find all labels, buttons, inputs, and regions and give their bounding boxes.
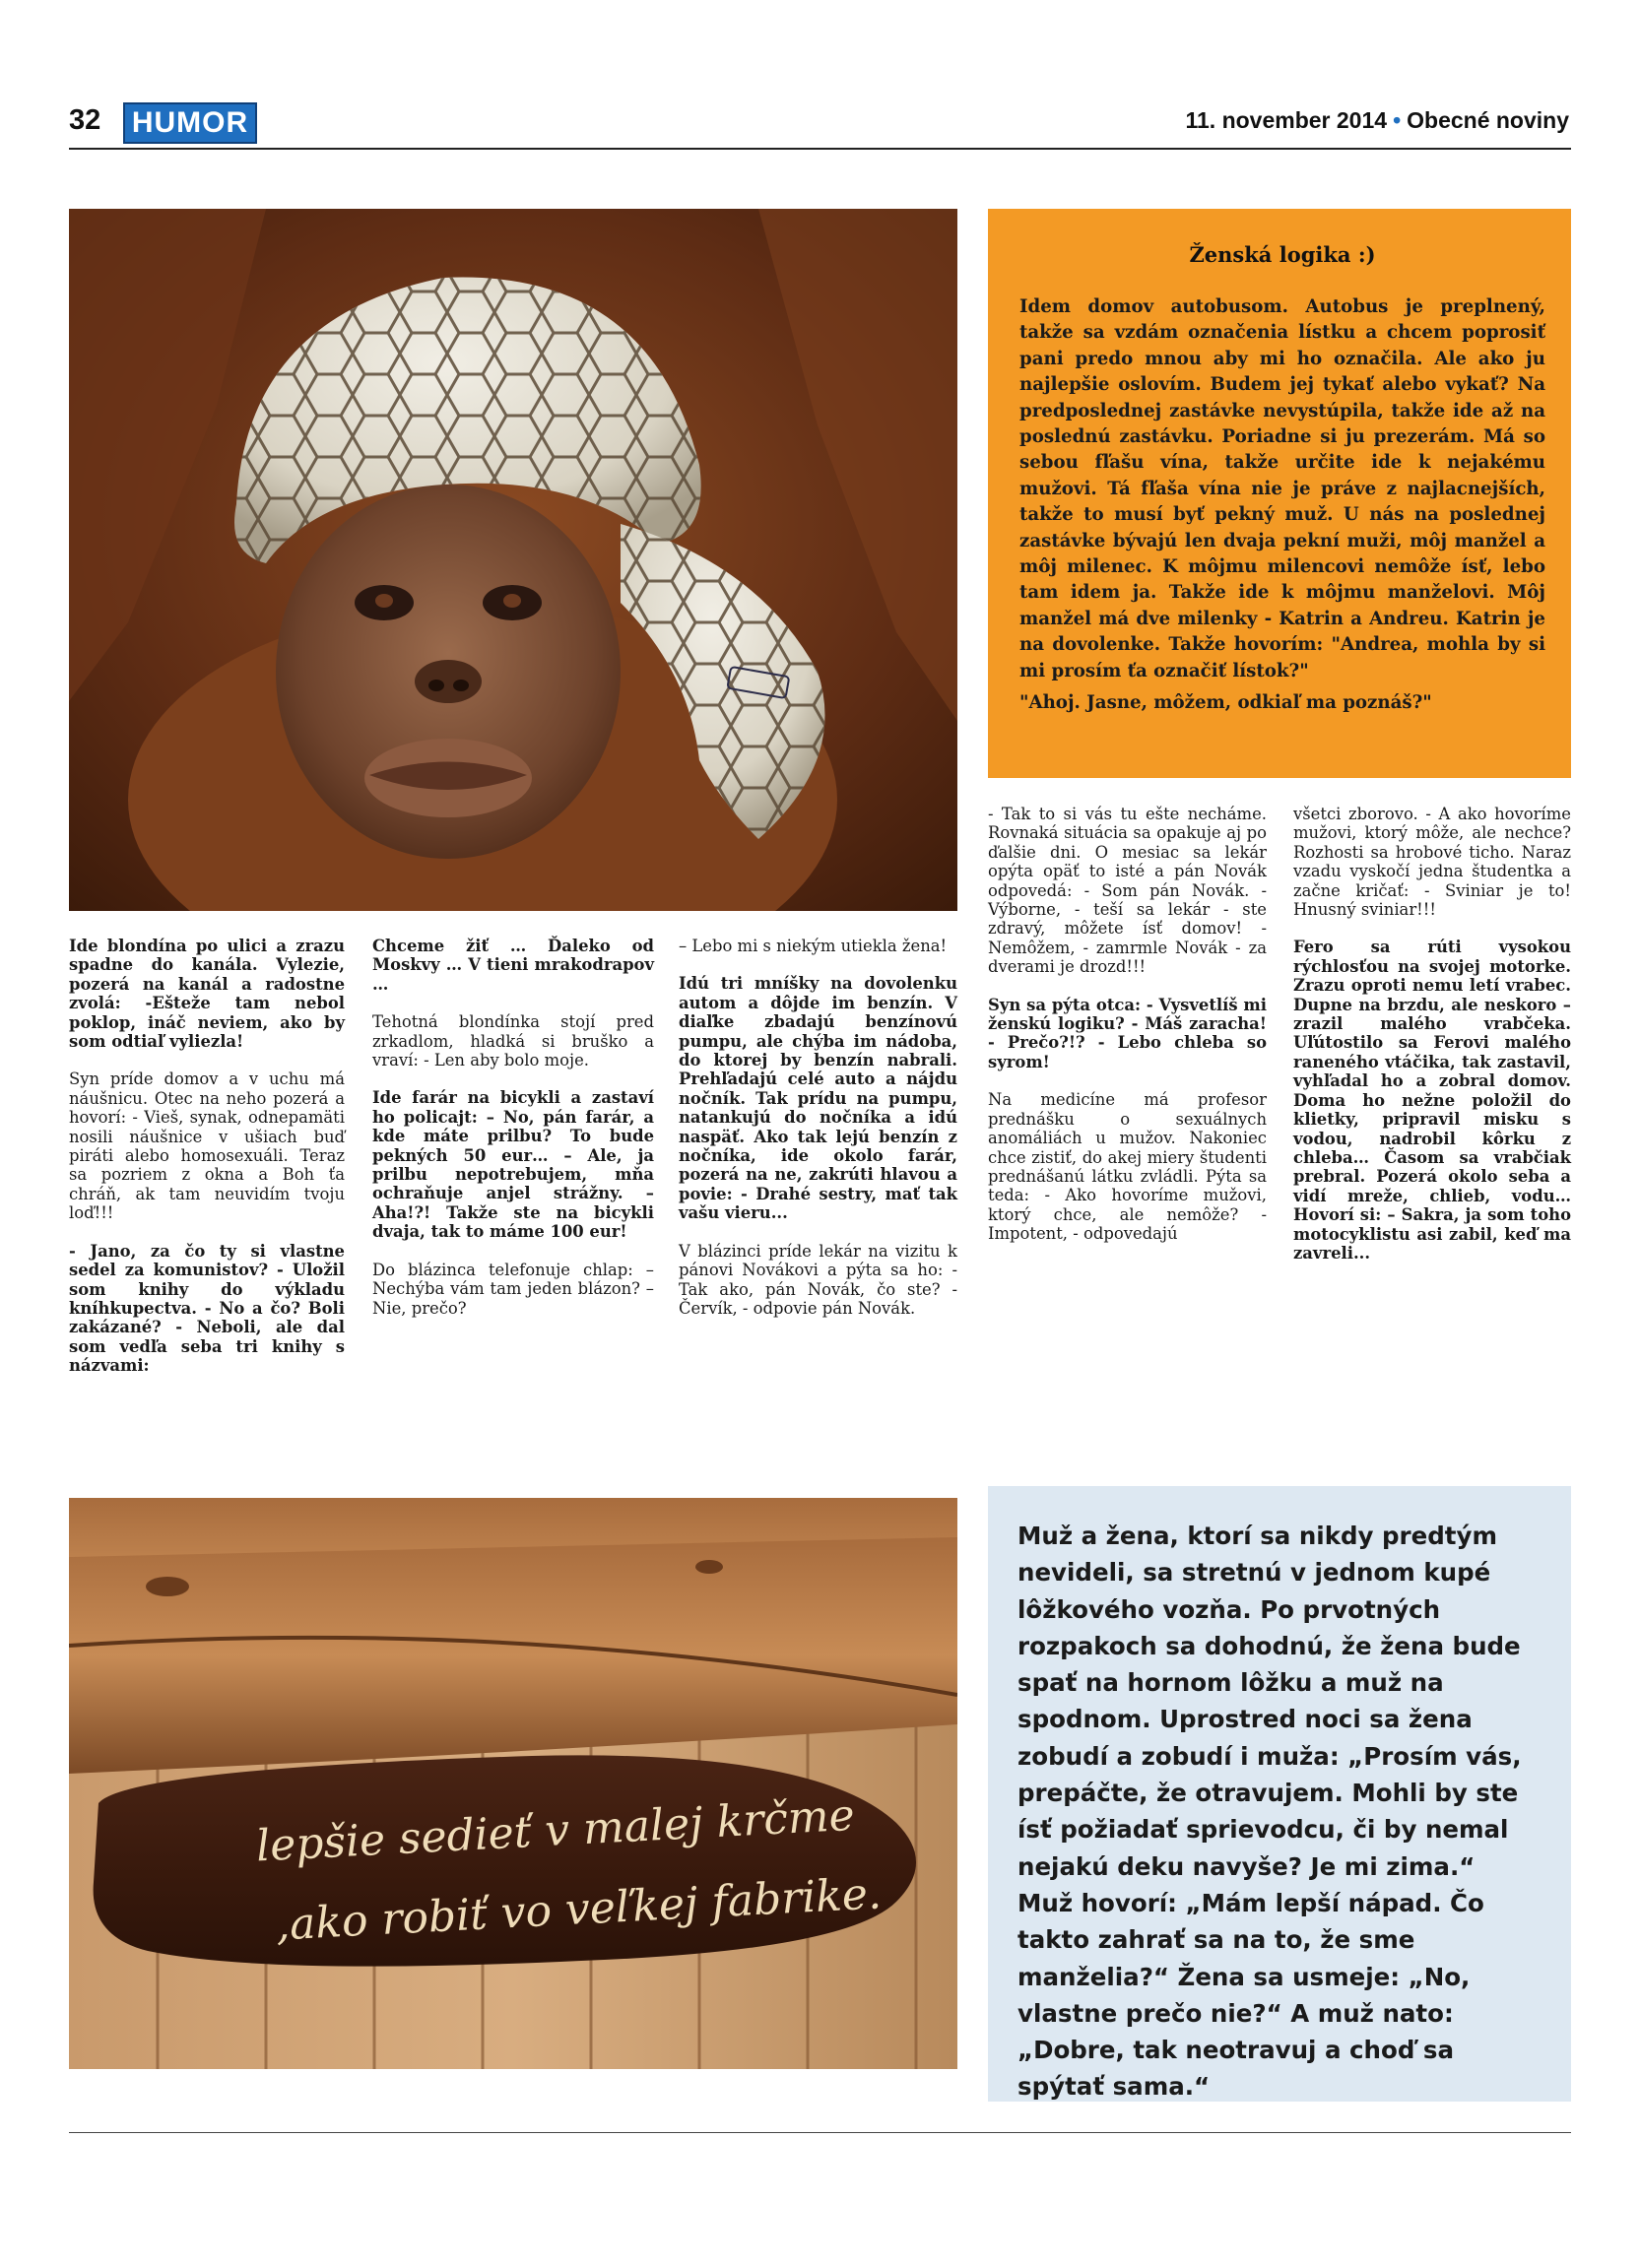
- sign-text-line-2: ,ako robiť vo veľkej fabrike.: [274, 1868, 884, 1951]
- joke-bookshop: - Jano, za čo ty si vlastne sedel za komunistov? - Uložil som knihy do výkladu kníhkupectva. - No a čo? Boli zakázané? - Neboli, ale dal som vedľa seba tri knihy s názvami:: [69, 1241, 345, 1376]
- issue-date: 11. november 2014: [1185, 107, 1388, 133]
- joke-earring: Syn príde domov a v uchu má náušnicu. Otec na neho pozerá a hovorí: - Vieš, synak, odnepamäti nosili náušnice v ušiach buď piráti alebo homosexuáli. Teraz sa pozriem z okna a Boh ťa chráň, ak tam neuvidím tvoju loď!!!: [69, 1069, 345, 1223]
- text-column-1: [69, 937, 345, 1394]
- joke-nuns: Idú tri mníšky na dovolenku autom a dôjde im benzín. V diaľke zbadajú benzínovú pumpu, ale chýba im nádoba, do ktorej by benzín nabrali. Prehľadajú celé auto a nájdu nočník. Tak prídu na pumpu, natankujú do nočníka a idú naspäť. Ako tak lejú benzín z nočníka, ide okolo farár, pozerá na ne, zakrúti hlavou a povie: - Drahé sestry, mať tak vašu vieru...: [679, 974, 957, 1223]
- womens-logic-punchline: "Ahoj. Jasne, môžem, odkiaľ ma poznáš?": [1019, 692, 1432, 714]
- joke-priest-bicycle: Ide farár na bicykli a zastaví ho policajt: – No, pán farár, a kde máte prilbu? To bude pekných 50 eur… – Ale, ja prilbu nepotrebujem, mňa ochraňuje anjel strážny. – Aha!?! Takže ste na bicykli dvaja, tak to máme 100 eur!: [372, 1088, 654, 1242]
- header-rule: [69, 148, 1571, 150]
- womens-logic-title: Ženská logika :): [1189, 242, 1376, 267]
- sign-text-line-1: lepšie sedieť v malej krčme: [254, 1789, 856, 1872]
- joke-pregnant-blonde: Tehotná blondínka stojí pred zrkadlom, hladká si bruško a vraví: - Len aby bolo moje.: [372, 1012, 654, 1070]
- text-column-4: [988, 805, 1267, 1263]
- joke-blonde-manhole: Ide blondína po ulici a zrazu spadne do kanála. Vylezie, pozerá na kanál a radostne zvolá: -Ešteže tam nebol poklop, ináč neviem, ako by som odtiaľ vyliezla!: [69, 937, 345, 1052]
- joke-mr-novak-cont: - Tak to si vás tu ešte necháme. Rovnaká situácia sa opakuje aj po ďalšie dni. O mesiac sa lekár opýta opäť to isté a pán Novák odpovedá: - Som pán Novák. - Výborne, - teší sa lekár - ste zdravý, môžete ísť domov! - Nemôžem, - zamrmle Novák - za dverami je drozd!!!: [988, 805, 1267, 977]
- joke-asylum-call: Do blázinca telefonuje chlap: – Nechýba vám tam jeden blázon? – Nie, prečo?: [372, 1260, 654, 1318]
- publication-name: Obecné noviny: [1407, 107, 1569, 133]
- joke-son-father: Syn sa pýta otca: - Vysvetlíš mi ženskú logiku? - Máš zaracha! - Prečo?!? - Lebo chleba so syrom!: [988, 995, 1267, 1071]
- text-column-2: [372, 937, 654, 1336]
- issue-info: [1185, 107, 1569, 134]
- orangutan-photo: [69, 209, 957, 911]
- header-separator: •: [1393, 107, 1402, 133]
- joke-medicine-lecture-end: všetci zborovo. - A ako hovoríme mužovi, ktorý môže, ale nechce? Rozhosti sa hrobové ticho. Naraz vzadu vyskočí jedna študentka a začne kričať: - Sviniar je to! Hnusný sviniar!!!: [1293, 805, 1571, 920]
- train-couple-joke-box: [988, 1486, 1571, 2102]
- joke-book-titles: Chceme žiť … Ďaleko od Moskvy … V tieni mrakodrapov …: [372, 937, 654, 994]
- womens-logic-story: Idem domov autobusom. Autobus je preplnený, takže sa vzdám označenia lístku a chcem poprosiť pani predo mnou aby mi ho označila. Ale ako ju najlepšie oslovím. Budem jej tykať alebo vykať? Na predposlednej zastávke nevystúpila, takže ide až na poslednú zastávku. Poriadne si ju prezerám. Má so sebou fľašu vína, takže určite ide k nejakému mužovi. Tá fľaša vína nie je práve z najlacnejších, takže to musí byť pekný muž. U nás na poslednej zastávke bývajú len dvaja pekní muži, môj manžel a môj milenec. K môjmu milencovi nemôže ísť, lebo tam idem ja. Takže ide k môjmu manželovi. Môj manžel má dve milenky - Katrin a Andreu. Katrin je na dovolenke. Takže hovorím: "Andrea, mohla by si mi prosím ťa označiť lístok?": [1019, 296, 1545, 681]
- womens-logic-box: [988, 209, 1571, 778]
- page-number: 32: [69, 104, 101, 136]
- section-label: HUMOR: [123, 102, 257, 144]
- joke-mr-novak: V blázinci príde lekár na vizitu k pánovi Novákovi a pýta sa ho: - Tak ako, pán Novák, čo ste? - Červík, - odpovie pán Novák.: [679, 1241, 957, 1318]
- orangutan-illustration: [69, 209, 957, 911]
- train-couple-joke: Muž a žena, ktorí sa nikdy predtým nevideli, sa stretnú v jednom kupé lôžkového vozňa. Po prvotných rozpakoch sa dohodnú, že žena bude spať na hornom lôžku a muž na spodnom. Uprostred noci sa žena zobudí a zobudí i muža: „Prosím vás, prepáčte, že otravujem. Mohli by ste ísť požiadať sprievodcu, či by nemal nejakú deku navyše? Je mi zima.“ Muž hovorí: „Mám lepší nápad. Čo takto zahrať sa na to, že sme manželia?“ Žena sa usmeje: „No, vlastne prečo nie?“ A muž nato: „Dobre, tak neotravuj a choď sa spýtať sama.“: [1017, 1522, 1522, 2102]
- text-column-5: [1293, 805, 1571, 1281]
- joke-asylum-call-end: – Lebo mi s niekým utiekla žena!: [679, 937, 948, 955]
- wooden-sign-illustration: [69, 1498, 957, 2069]
- footer-rule: [69, 2132, 1571, 2133]
- text-column-3: [679, 937, 957, 1336]
- joke-sparrow: Fero sa rúti vysokou rýchlosťou na svojej motorke. Zrazu oproti nemu letí vrabec. Dupne na brzdu, ale neskoro – zrazil malého vrabčeka. Uľútostilo sa Ferovi malého raneného vtáčika, tak zastavil, vyhľadal ho a zobral domov. Doma ho nežne položil do klietky, pripravil misku s vodou, nadrobil kôrku z chleba… Časom sa vrabčiak prebral. Pozerá okolo seba a vidí mreže, chlieb, vodu… Hovorí si: – Sakra, ja som toho motocyklistu asi zabil, keď ma zavreli...: [1293, 938, 1571, 1263]
- wooden-sign-photo: [69, 1498, 957, 2069]
- joke-medicine-lecture: Na medicíne má profesor prednášku o sexuálnych anomáliách u mužov. Nakoniec chce zistiť, do akej miery študenti prednášanú látku zvládli. Pýta sa teda: - Ako hovoríme mužovi, ktorý chce, ale nemôže? - Impotent, - odpovedajú: [988, 1090, 1267, 1244]
